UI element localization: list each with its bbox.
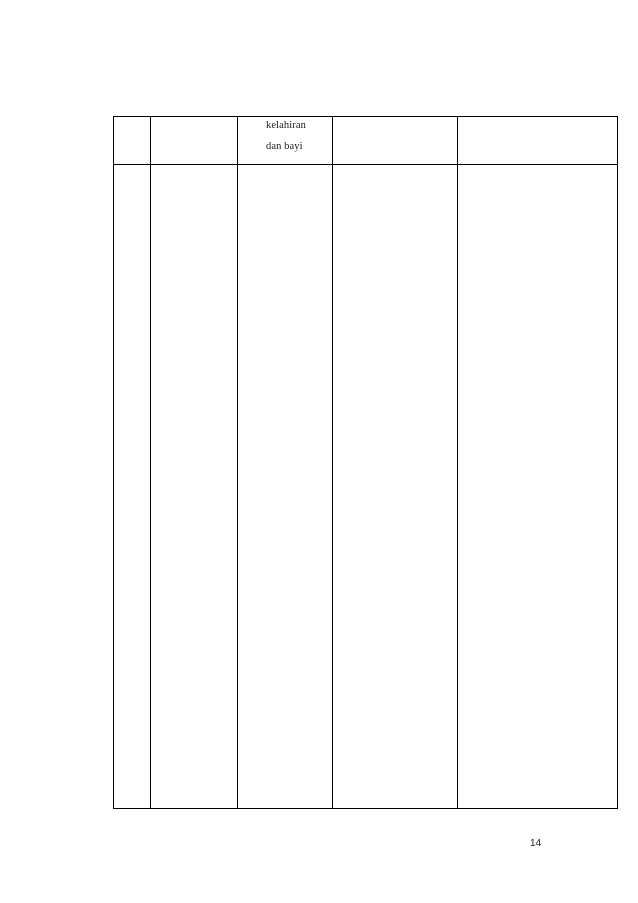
- text-line: kelahiran: [266, 120, 306, 131]
- row-divider: [114, 164, 617, 165]
- column-divider: [237, 117, 238, 808]
- column-divider: [150, 117, 151, 808]
- page-number: 14: [530, 838, 542, 849]
- column-divider: [457, 117, 458, 808]
- care-plan-table: [113, 116, 618, 809]
- column-divider: [332, 117, 333, 808]
- text-line: dan bayi: [266, 140, 303, 152]
